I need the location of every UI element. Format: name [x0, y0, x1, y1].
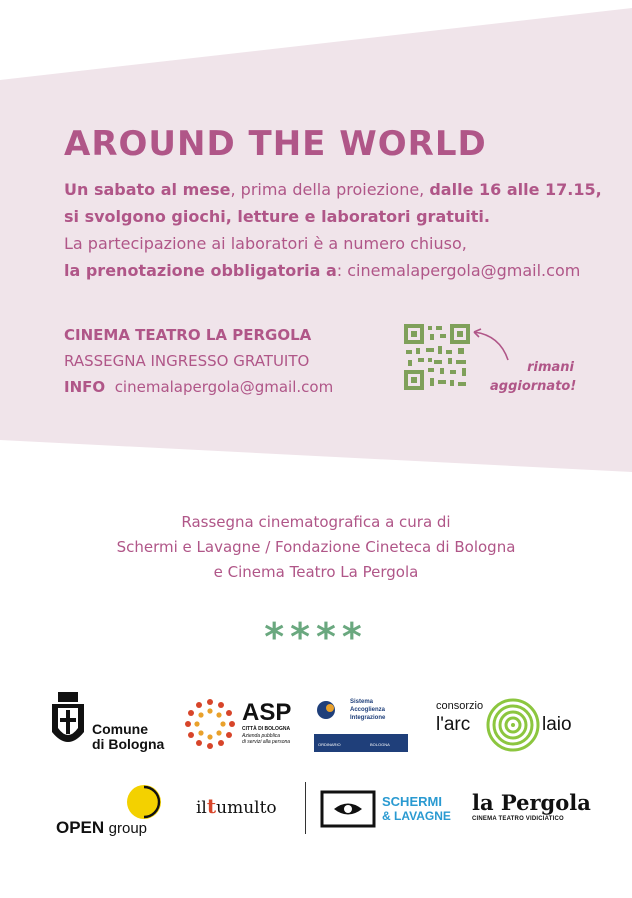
stay-updated-line1: rimani	[527, 360, 574, 375]
page-title: AROUND THE WORLD	[64, 124, 487, 164]
credits-line1: Rassegna cinematografica a cura di	[181, 513, 451, 531]
info-label: INFO	[64, 378, 106, 396]
intro-paragraph	[64, 176, 604, 284]
info-email[interactable]: cinemalapergola@gmail.com	[114, 378, 334, 396]
credits-block	[0, 510, 632, 585]
open-sub: group	[108, 820, 148, 837]
schermi-lavagne-logo	[320, 790, 452, 830]
comune-di-bologna-logo	[50, 692, 168, 754]
arcolaio-top: consorzio	[436, 700, 484, 712]
sai-line1: Sistema	[350, 699, 374, 705]
logo-divider	[305, 782, 306, 834]
pergola-sub: CINEMA TEATRO VIDICIATICO	[472, 816, 564, 822]
asp-name: ASP	[242, 699, 292, 726]
credits-line3: e Cinema Teatro La Pergola	[213, 563, 419, 581]
tumulto-t: t	[206, 794, 217, 818]
sai-circle-icon	[316, 700, 336, 720]
stay-updated-line2: aggiornato!	[490, 379, 577, 394]
asp-sub1: CITTÀ DI BOLOGNA	[242, 726, 291, 732]
intro-text-2: La partecipazione ai laboratori è a numero chiuso,	[64, 234, 467, 253]
schermi-line2: & LAVAGNE	[382, 809, 451, 823]
stay-updated-note	[490, 358, 577, 396]
tumulto-rest: umulto	[216, 798, 277, 818]
cinema-subtitle: RASSEGNA INGRESSO GRATUITO	[64, 352, 310, 370]
spiral-icon	[486, 698, 540, 752]
asp-dots-icon	[184, 698, 236, 750]
eye-icon	[320, 790, 376, 828]
asp-logo	[184, 698, 296, 754]
open-main: OPEN	[56, 818, 105, 837]
intro-text-1: , prima della proiezione,	[230, 180, 430, 199]
asterisk-divider: ****	[264, 615, 368, 659]
qr-code[interactable]	[404, 324, 470, 390]
sai-foot1: ORDINARIO	[318, 742, 341, 747]
la-pergola-logo	[472, 790, 591, 830]
pergola-name: la Pergola	[472, 790, 591, 815]
open-circle-icon	[122, 782, 166, 822]
credits-line2: Schermi e Lavagne / Fondazione Cineteca di Bologna	[116, 538, 516, 556]
cinema-info-line	[64, 374, 333, 400]
intro-email[interactable]: : cinemalapergola@gmail.com	[336, 261, 581, 280]
sai-foot2: BOLOGNA	[370, 742, 390, 747]
sai-logo	[314, 696, 410, 754]
cinema-info	[64, 322, 333, 400]
comune-line1: Comune	[92, 721, 148, 737]
comune-line2: di Bologna	[92, 736, 165, 752]
intro-bold-1: Un sabato al mese	[64, 180, 231, 199]
sai-line2: Accoglienza	[350, 707, 386, 713]
sai-line3: Integrazione	[350, 715, 386, 721]
asp-sub2: Azienda pubblica	[242, 733, 281, 739]
sai-footer-bar	[314, 734, 408, 752]
tumulto-pre: il	[196, 798, 207, 818]
il-tumulto-logo	[196, 794, 288, 822]
larcolaio-logo	[434, 698, 584, 752]
arcolaio-left: l'arc	[436, 714, 471, 735]
cinema-name: CINEMA TEATRO LA PERGOLA	[64, 326, 312, 344]
open-group-logo	[56, 782, 170, 840]
schermi-line1: SCHERMI	[382, 794, 442, 809]
asp-sub3: di servizi alla persona	[242, 739, 291, 745]
arcolaio-right: laio	[542, 714, 572, 735]
coat-of-arms-icon	[50, 692, 86, 752]
intro-bold-3: la prenotazione obbligatoria a	[64, 261, 337, 280]
intro-bold-2: dalle 16 alle 17.15, si svolgono giochi, letture e laboratori gratuiti.	[64, 180, 602, 226]
